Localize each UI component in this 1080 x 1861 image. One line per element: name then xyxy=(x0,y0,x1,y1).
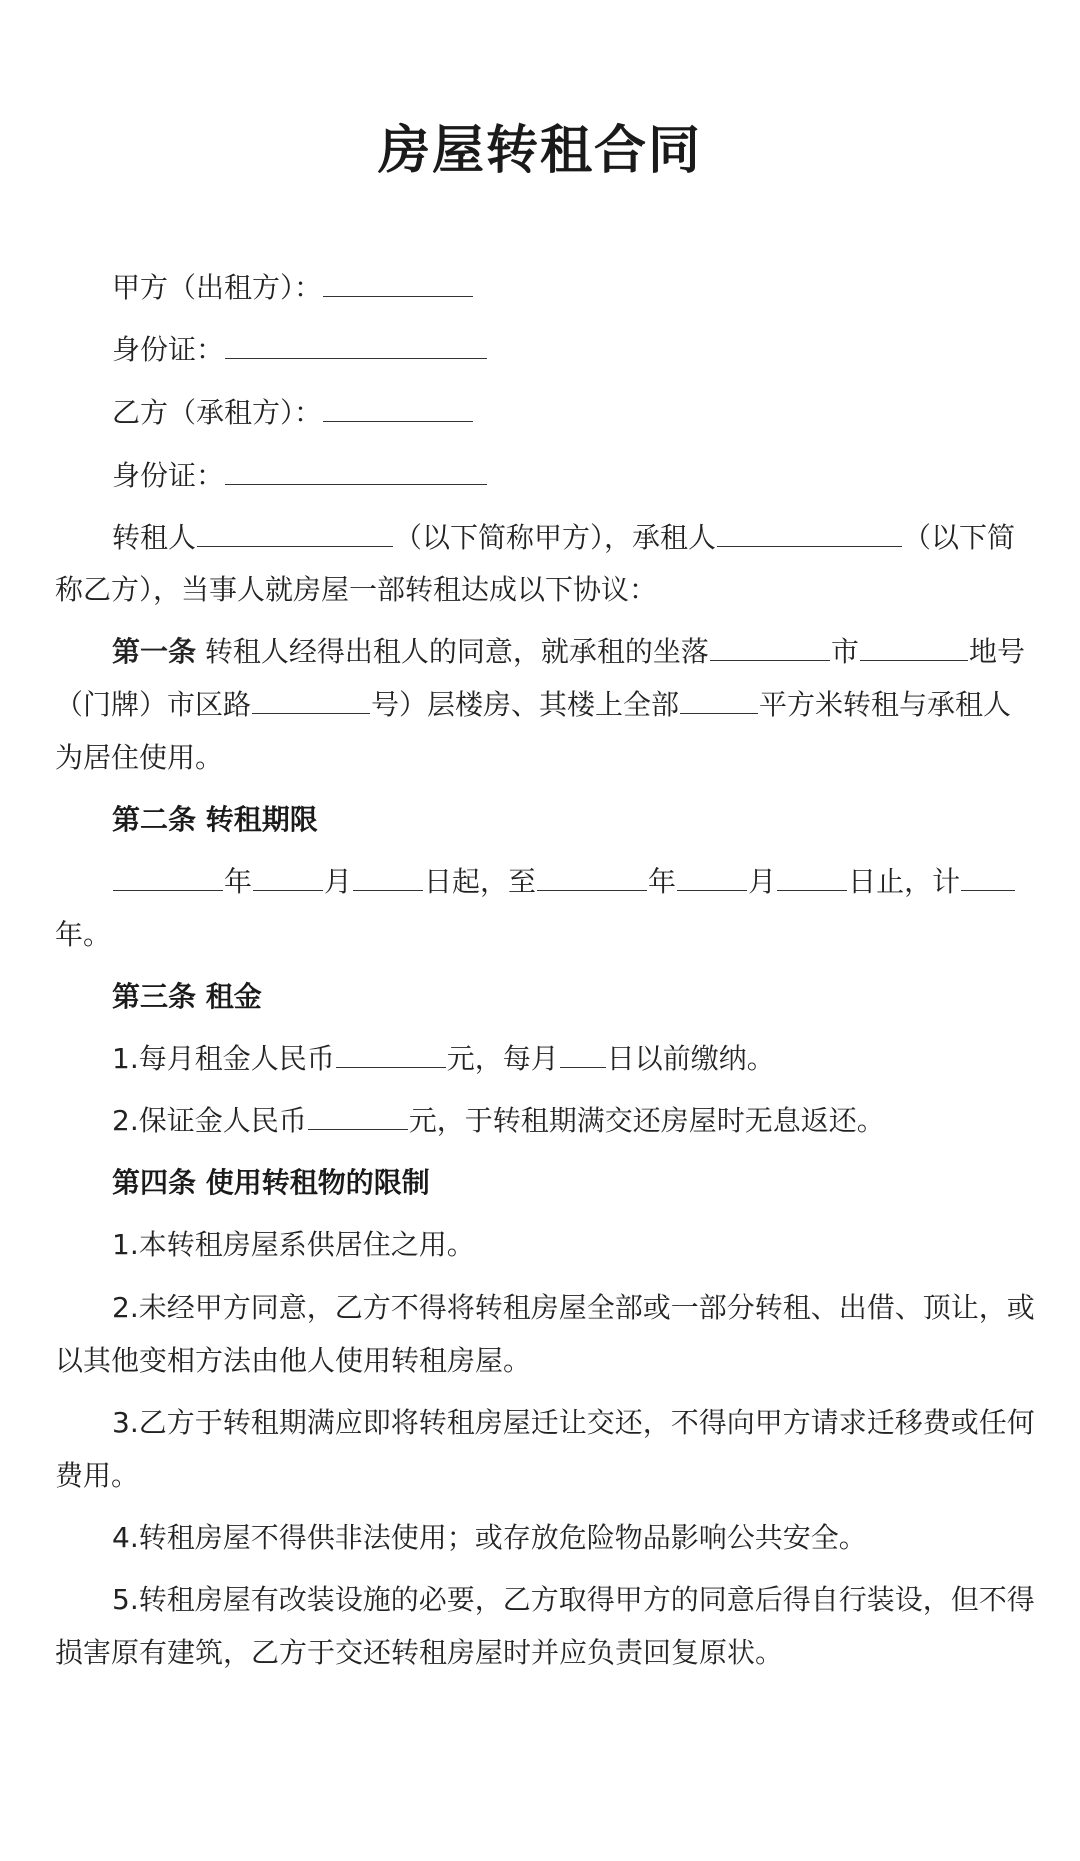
article3-heading: 第三条 租金 xyxy=(112,980,262,1013)
article2-line-1 xyxy=(112,862,1016,902)
intro-text-2: （以下简称甲方），承租人 xyxy=(394,521,717,554)
intro-line-1 xyxy=(112,518,1015,558)
end-month-blank[interactable] xyxy=(677,862,747,891)
article1-text-2: 市 xyxy=(830,635,859,668)
article1-text-6: 平方米转租与承租人 xyxy=(759,688,1012,721)
article4-item-4: 4.转租房屋不得供非法使用；或存放危险物品影响公共安全。 xyxy=(112,1521,867,1554)
intro-blank-1[interactable] xyxy=(197,518,393,547)
intro-text-1: 转租人 xyxy=(112,521,197,554)
rent-text-2: 元，每月 xyxy=(446,1042,559,1075)
party-a-line xyxy=(112,268,474,308)
deposit-text-2: 元，于转租期满交还房屋时无息返还。 xyxy=(408,1104,885,1137)
monthly-rent-blank[interactable] xyxy=(336,1039,446,1068)
article1-text-5: 号）层楼房、其楼上全部 xyxy=(371,688,680,721)
party-b-line xyxy=(112,393,474,433)
start-year-blank[interactable] xyxy=(113,862,223,891)
article2-heading: 第二条 转租期限 xyxy=(112,803,318,836)
article4-item-5-line-2: 损害原有建筑，乙方于交还转租房屋时并应负责回复原状。 xyxy=(55,1636,784,1669)
article1-blank-number[interactable] xyxy=(252,685,370,714)
end-year-blank[interactable] xyxy=(537,862,647,891)
article4-heading: 第四条 使用转租物的限制 xyxy=(112,1166,430,1199)
article1-text-1: 转租人经得出租人的同意，就承租的坐落 xyxy=(196,635,709,668)
article4-item-5-line-1: 5.转租房屋有改装设施的必要，乙方取得甲方的同意后得自行装设，但不得 xyxy=(112,1583,1035,1616)
start-day-blank[interactable] xyxy=(353,862,423,891)
deposit-blank[interactable] xyxy=(308,1101,408,1130)
article1-line-1 xyxy=(112,632,1025,672)
article4-item-2-line-2: 以其他变相方法由他人使用转租房屋。 xyxy=(55,1344,532,1377)
start-year-label: 年 xyxy=(224,865,253,898)
id-blank-1[interactable] xyxy=(225,330,487,359)
total-years-blank[interactable] xyxy=(961,862,1015,891)
article3-item-1 xyxy=(112,1039,775,1079)
article1-blank-area[interactable] xyxy=(680,685,758,714)
end-year-label: 年 xyxy=(648,865,677,898)
id-line-2 xyxy=(112,456,488,496)
id-blank-2[interactable] xyxy=(225,456,487,485)
article4-item-3-line-2: 费用。 xyxy=(55,1459,140,1492)
deposit-text-1: 2.保证金人民币 xyxy=(112,1104,307,1137)
article1-text-4: （门牌）市区路 xyxy=(55,688,252,721)
end-day-label: 日止，计 xyxy=(848,865,961,898)
id-label-2: 身份证： xyxy=(112,459,225,492)
article1-blank-lot[interactable] xyxy=(860,632,968,661)
article1-line-2 xyxy=(55,685,1011,725)
document-title: 房屋转租合同 xyxy=(377,121,702,181)
end-month-label: 月 xyxy=(748,865,777,898)
article1-line-3: 为居住使用。 xyxy=(55,741,224,774)
party-b-blank[interactable] xyxy=(323,393,473,422)
article1-head: 第一条 xyxy=(112,635,197,668)
start-month-label: 月 xyxy=(324,865,353,898)
article1-blank-city[interactable] xyxy=(710,632,830,661)
start-month-blank[interactable] xyxy=(253,862,323,891)
id-line-1 xyxy=(112,330,488,370)
rent-text-1: 1.每月租金人民币 xyxy=(112,1042,335,1075)
party-a-label: 甲方（出租方）： xyxy=(112,271,323,304)
article4-item-3-line-1: 3.乙方于转租期满应即将转租房屋迁让交还，不得向甲方请求迁移费或任何 xyxy=(112,1406,1035,1439)
intro-text-3: （以下简 xyxy=(903,521,1016,554)
payment-day-blank[interactable] xyxy=(560,1039,606,1068)
party-b-label: 乙方（承租方）： xyxy=(112,396,323,429)
id-label-1: 身份证： xyxy=(112,333,225,366)
rent-text-3: 日以前缴纳。 xyxy=(606,1042,775,1075)
article1-text-3: 地号 xyxy=(968,635,1025,668)
intro-line-2: 称乙方），当事人就房屋一部转租达成以下协议： xyxy=(55,573,658,606)
end-day-blank[interactable] xyxy=(777,862,847,891)
party-a-blank[interactable] xyxy=(323,268,473,297)
article3-item-2 xyxy=(112,1101,885,1141)
intro-blank-2[interactable] xyxy=(717,518,902,547)
article4-item-1: 1.本转租房屋系供居住之用。 xyxy=(112,1228,475,1261)
article4-item-2-line-1: 2.未经甲方同意，乙方不得将转租房屋全部或一部分转租、出借、顶让，或 xyxy=(112,1291,1035,1324)
article2-line-2: 年。 xyxy=(55,918,112,951)
start-day-label: 日起，至 xyxy=(424,865,537,898)
